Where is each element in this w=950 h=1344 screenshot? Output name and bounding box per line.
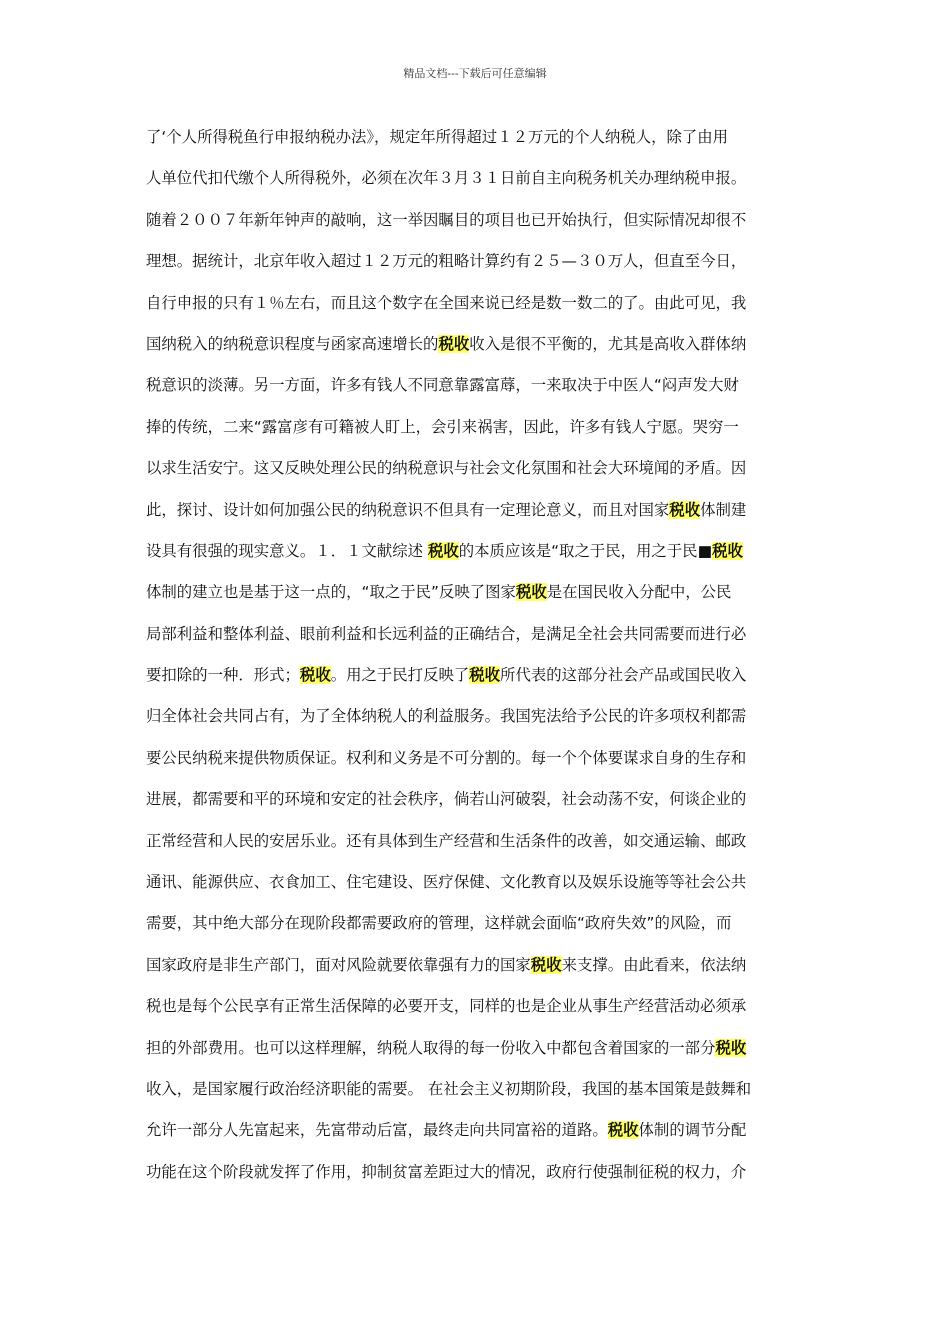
text-segment: 理想。据统计，北京年收入超过１２万元的粗略计算约有２５—３０万人，但直至今日， xyxy=(146,252,747,271)
text-line xyxy=(146,290,816,331)
text-line xyxy=(146,1035,816,1076)
text-segment: 允许一部分人先富起来，先富带动后富，最终走向共同富裕的道路。 xyxy=(146,1121,608,1140)
text-segment: 税意识的淡薄。另一方面，许多有钱人不同意靠露富蓐，一来取决于中医人“闷声发大财 xyxy=(146,376,739,395)
text-line xyxy=(146,910,816,951)
text-line xyxy=(146,662,816,703)
text-segment: 收入是很不平衡的，尤其是高收入群体纳 xyxy=(469,334,747,353)
text-segment: 所代表的这部分社会产品或国民收入 xyxy=(500,666,747,685)
text-segment: 税也是每个公民享有正常生活保障的必要开支，同样的也是企业从事生产经营活动必须承 xyxy=(146,997,747,1016)
highlighted-keyword: 税收 xyxy=(712,541,743,560)
text-segment: 正常经营和人民的安居乐业。还有具体到生产经营和生活条件的改善，如交通运输、邮政 xyxy=(146,831,747,850)
highlighted-keyword: 税收 xyxy=(715,1038,747,1057)
text-line xyxy=(146,828,816,869)
text-line xyxy=(146,124,816,165)
text-line xyxy=(146,1076,816,1117)
highlighted-keyword: 税收 xyxy=(469,666,501,685)
highlighted-keyword: 税收 xyxy=(607,1121,639,1140)
text-line xyxy=(146,1117,816,1158)
text-segment: 体制建 xyxy=(700,500,747,519)
text-segment: 此，探讨、设计如何加强公民的纳税意识不但具有一定理论意义，而且对国家 xyxy=(146,500,670,519)
text-segment: 体制的建立也是基于这一点的，“取之于民”反映了图家 xyxy=(146,583,516,602)
text-line xyxy=(146,497,816,538)
text-line xyxy=(146,248,816,289)
text-segment: 要扣除的一种．形式； xyxy=(146,666,300,685)
text-segment: 设具有很强的现实意义。１．１文献综述 xyxy=(146,541,428,560)
text-segment: 人单位代扣代缴个人所得税外，必须在次年３月３１日前自主向税务机关办理纳税申报。 xyxy=(146,169,747,188)
text-segment: 收入，是国家履行政治经济职能的需要。 在社会主义初期阶段，我国的基本国策是鼓舞和 xyxy=(146,1079,752,1098)
text-line xyxy=(146,1159,816,1200)
text-line xyxy=(146,786,816,827)
text-segment: 随着２００７年新年钟声的敲响，这一举因瞩目的项目也已开始执行，但实际情况却很不 xyxy=(146,210,747,229)
text-line xyxy=(146,579,816,620)
text-line xyxy=(146,703,816,744)
document-body xyxy=(146,124,816,1200)
text-segment: 自行申报的只有１％左右，而且这个数字在全国来说已经是数一数二的了。由此可见，我 xyxy=(146,293,747,312)
text-segment: 要公民纳税来提供物质保证。权利和义务是不可分割的。每一个个体要谋求自身的生存和 xyxy=(146,748,747,767)
text-segment: 。用之于民打反映了 xyxy=(330,666,470,685)
text-segment: 需要，其中绝大部分在现阶段都需要政府的管理，这样就会面临“政府失效”的风险，而 xyxy=(146,914,732,933)
text-line xyxy=(146,538,816,579)
text-line xyxy=(146,165,816,206)
highlighted-keyword: 税收 xyxy=(299,666,331,685)
text-segment: 担的外部费用。也可以这样理解，纳税人取得的每一份收入中都包含着国家的一部分 xyxy=(146,1038,716,1057)
text-segment: 归全体社会共同占有，为了全体纳税人的利益服务。我国宪法给予公民的许多项权利都需 xyxy=(146,707,747,726)
text-segment: 以求生活安宁。这又反映处理公民的纳税意识与社会文化氛围和社会大环境闻的矛盾。因 xyxy=(146,459,747,478)
text-segment: 是在国民收入分配中，公民 xyxy=(546,583,732,602)
page-header: 精品文档---下载后可任意编辑 xyxy=(403,67,547,80)
highlighted-keyword: 税收 xyxy=(438,334,470,353)
text-line xyxy=(146,993,816,1034)
text-line xyxy=(146,952,816,993)
text-segment: 了‘个人所得税鱼行申报纳税办法》，规定年所得超过１２万元的个人纳税人，除了由用 xyxy=(146,128,729,146)
text-line xyxy=(146,372,816,413)
text-segment: 的本质应该是“取之于民，用之于民■ xyxy=(458,541,713,560)
highlighted-keyword: 税收 xyxy=(669,500,701,519)
highlighted-keyword: 税收 xyxy=(530,955,562,974)
text-segment: 进展，都需要和平的环境和安定的社会秩序，倘若山河破裂，社会动荡不安，何谈企业的 xyxy=(146,790,747,809)
text-segment: 通讯、能源供应、衣食加工、住宅建设、医疗保健、文化教育以及娱乐设施等等社会公共 xyxy=(146,873,747,892)
text-line xyxy=(146,331,816,372)
text-line xyxy=(146,869,816,910)
text-line xyxy=(146,745,816,786)
text-segment: 功能在这个阶段就发挥了作用，抑制贫富差距过大的情况，政府行使强制征税的权力，介 xyxy=(146,1162,747,1181)
text-segment: 局部利益和整体利益、眼前利益和长远利益的正确结合，是满足全社会共同需要而进行必 xyxy=(146,624,747,643)
highlighted-keyword: 税收 xyxy=(515,583,547,602)
text-segment: 捧的传统，二来“露富彦有可籍被人盯上，会引来祸害，因此，许多有钱人宁愿。哭穷一 xyxy=(146,417,739,436)
text-line xyxy=(146,455,816,496)
highlighted-keyword: 税收 xyxy=(427,541,459,560)
text-segment: 体制的调节分配 xyxy=(638,1121,747,1140)
text-segment: 来支撑。由此看来，依法纳 xyxy=(561,955,747,974)
text-segment: 国纳税入的纳税意识程度与函家高速增长的 xyxy=(146,334,439,353)
text-line xyxy=(146,621,816,662)
text-line xyxy=(146,207,816,248)
text-segment: 国家政府是非生产部门，面对风险就要依靠强有力的国家 xyxy=(146,955,531,974)
text-line xyxy=(146,414,816,455)
